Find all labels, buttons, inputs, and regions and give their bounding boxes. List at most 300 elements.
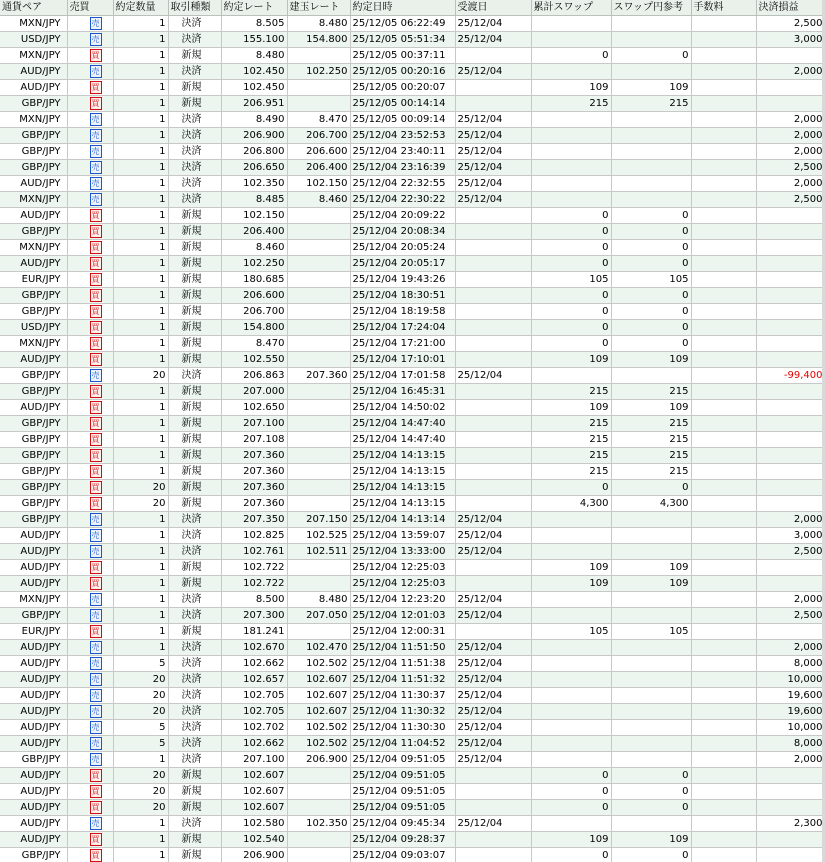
fee-cell [691,672,756,688]
execution-rate-cell: 206.400 [221,224,287,240]
trade-type-cell: 決済 [168,528,221,544]
side-cell [67,80,113,96]
quantity-cell: 5 [113,736,168,752]
quantity-cell: 1 [113,304,168,320]
column-header-trade-type[interactable]: 取引種類 [168,0,221,16]
execution-rate-cell: 102.670 [221,640,287,656]
table-row[interactable] [0,656,825,672]
execution-datetime-cell: 25/12/04 14:47:40 [350,432,455,448]
currency-pair-cell: AUD/JPY [0,640,67,656]
position-rate-cell [287,400,350,416]
table-row[interactable] [0,592,825,608]
table-row[interactable] [0,320,825,336]
side-cell [67,576,113,592]
swap-yen-cell: 215 [611,448,691,464]
position-rate-cell: 8.460 [287,192,350,208]
table-row[interactable] [0,704,825,720]
table-row[interactable] [0,400,825,416]
fee-cell [691,688,756,704]
swap-yen-cell: 215 [611,464,691,480]
table-row[interactable] [0,368,825,384]
cumulative-swap-cell [531,528,611,544]
position-rate-cell [287,768,350,784]
currency-pair-cell: GBP/JPY [0,288,67,304]
sell-badge: 売 [91,18,100,28]
side-cell [67,816,113,832]
table-row[interactable] [0,496,825,512]
execution-datetime-cell: 25/12/04 16:45:31 [350,384,455,400]
table-row[interactable] [0,432,825,448]
table-row[interactable] [0,48,825,64]
table-row[interactable] [0,752,825,768]
swap-yen-cell: 0 [611,208,691,224]
currency-pair-cell: AUD/JPY [0,720,67,736]
swap-yen-cell: 0 [611,256,691,272]
settlement-pnl-cell [756,256,825,272]
column-header-cumulative-swap[interactable]: 累計スワップ [531,0,611,16]
quantity-cell: 1 [113,128,168,144]
trade-type-cell: 新規 [168,800,221,816]
fee-cell [691,832,756,848]
position-rate-cell [287,480,350,496]
settlement-pnl-cell [756,96,825,112]
fee-cell [691,224,756,240]
fee-cell [691,320,756,336]
sell-badge: 売 [91,146,100,156]
settlement-date-cell: 25/12/04 [455,752,531,768]
settlement-date-cell: 25/12/04 [455,704,531,720]
table-row[interactable] [0,608,825,624]
table-row[interactable] [0,64,825,80]
column-header-execution-datetime[interactable]: 約定日時 [350,0,455,16]
table-row[interactable] [0,240,825,256]
table-row[interactable] [0,528,825,544]
table-row[interactable] [0,688,825,704]
settlement-date-cell [455,848,531,862]
quantity-cell: 1 [113,16,168,32]
buy-badge: 買 [91,578,100,588]
table-row[interactable] [0,80,825,96]
side-cell [67,848,113,862]
settlement-date-cell: 25/12/04 [455,656,531,672]
execution-rate-cell: 181.241 [221,624,287,640]
side-cell [67,704,113,720]
currency-pair-cell: AUD/JPY [0,560,67,576]
execution-datetime-cell: 25/12/04 23:52:53 [350,128,455,144]
table-row[interactable] [0,448,825,464]
side-cell [67,144,113,160]
table-row[interactable] [0,288,825,304]
table-row[interactable] [0,720,825,736]
execution-rate-cell: 206.700 [221,304,287,320]
side-cell [67,736,113,752]
position-rate-cell [287,448,350,464]
buy-badge: 買 [91,562,100,572]
position-rate-cell [287,80,350,96]
column-header-position-rate[interactable]: 建玉レート [287,0,350,16]
trade-type-cell: 新規 [168,96,221,112]
trade-type-cell: 決済 [168,544,221,560]
position-rate-cell: 102.607 [287,688,350,704]
quantity-cell: 1 [113,416,168,432]
table-row[interactable] [0,480,825,496]
buy-badge: 買 [91,322,100,332]
fee-cell [691,400,756,416]
sell-badge: 売 [91,114,100,124]
position-rate-cell [287,496,350,512]
position-rate-cell [287,96,350,112]
side-cell [67,688,113,704]
fee-cell [691,608,756,624]
table-row[interactable] [0,32,825,48]
quantity-cell: 20 [113,768,168,784]
side-cell [67,768,113,784]
table-row[interactable] [0,800,825,816]
trade-type-cell: 決済 [168,672,221,688]
side-cell [67,432,113,448]
side-cell [67,256,113,272]
quantity-cell: 1 [113,832,168,848]
execution-rate-cell: 207.360 [221,480,287,496]
cumulative-swap-cell: 109 [531,576,611,592]
cumulative-swap-cell: 0 [531,336,611,352]
side-cell [67,544,113,560]
swap-yen-cell: 0 [611,336,691,352]
fee-cell [691,352,756,368]
cumulative-swap-cell [531,544,611,560]
quantity-cell: 1 [113,528,168,544]
table-row[interactable] [0,352,825,368]
cumulative-swap-cell [531,368,611,384]
buy-badge: 買 [91,306,100,316]
table-row[interactable] [0,832,825,848]
side-cell [67,224,113,240]
quantity-cell: 1 [113,224,168,240]
execution-rate-cell: 207.360 [221,496,287,512]
table-row[interactable] [0,816,825,832]
settlement-pnl-cell: 3,000 [756,528,825,544]
settlement-date-cell: 25/12/04 [455,608,531,624]
quantity-cell: 1 [113,96,168,112]
trade-type-cell: 決済 [168,688,221,704]
execution-datetime-cell: 25/12/04 14:13:15 [350,496,455,512]
execution-rate-cell: 102.250 [221,256,287,272]
execution-rate-cell: 8.485 [221,192,287,208]
currency-pair-cell: AUD/JPY [0,576,67,592]
position-rate-cell [287,272,350,288]
cumulative-swap-cell [531,736,611,752]
table-row[interactable] [0,208,825,224]
table-row[interactable] [0,848,825,862]
settlement-pnl-cell: 10,000 [756,720,825,736]
quantity-cell: 1 [113,192,168,208]
quantity-cell: 1 [113,176,168,192]
settlement-pnl-cell: 2,000 [756,128,825,144]
table-row[interactable] [0,160,825,176]
settlement-pnl-cell [756,496,825,512]
execution-datetime-cell: 25/12/04 09:51:05 [350,752,455,768]
execution-datetime-cell: 25/12/04 09:51:05 [350,768,455,784]
currency-pair-cell: EUR/JPY [0,272,67,288]
fee-cell [691,368,756,384]
side-cell [67,656,113,672]
table-row[interactable] [0,112,825,128]
currency-pair-cell: USD/JPY [0,320,67,336]
settlement-pnl-cell [756,784,825,800]
quantity-cell: 1 [113,816,168,832]
execution-datetime-cell: 25/12/04 17:10:01 [350,352,455,368]
cumulative-swap-cell: 0 [531,800,611,816]
settlement-pnl-cell [756,768,825,784]
column-header-settlement-pnl[interactable]: 決済損益 [756,0,825,16]
buy-badge: 買 [91,50,100,60]
currency-pair-cell: AUD/JPY [0,400,67,416]
column-header-swap-yen-reference[interactable]: スワップ円参考 [611,0,691,16]
cumulative-swap-cell: 105 [531,624,611,640]
settlement-date-cell [455,336,531,352]
position-rate-cell: 102.502 [287,656,350,672]
table-row[interactable] [0,672,825,688]
trade-type-cell: 決済 [168,16,221,32]
execution-datetime-cell: 25/12/04 11:30:37 [350,688,455,704]
settlement-date-cell [455,208,531,224]
fee-cell [691,128,756,144]
execution-datetime-cell: 25/12/04 20:08:34 [350,224,455,240]
settlement-pnl-cell [756,272,825,288]
cumulative-swap-cell: 109 [531,560,611,576]
quantity-cell: 1 [113,384,168,400]
table-row[interactable] [0,176,825,192]
table-row[interactable] [0,544,825,560]
position-rate-cell [287,288,350,304]
sell-badge: 売 [91,546,100,556]
sell-badge: 売 [91,690,100,700]
fee-cell [691,768,756,784]
swap-yen-cell [611,672,691,688]
cumulative-swap-cell [531,704,611,720]
trade-type-cell: 新規 [168,80,221,96]
settlement-date-cell [455,560,531,576]
currency-pair-cell: GBP/JPY [0,416,67,432]
buy-badge: 買 [91,850,100,860]
trade-type-cell: 新規 [168,48,221,64]
fee-cell [691,80,756,96]
currency-pair-cell: AUD/JPY [0,784,67,800]
execution-datetime-cell: 25/12/04 14:13:15 [350,480,455,496]
cumulative-swap-cell: 0 [531,304,611,320]
trade-type-cell: 新規 [168,560,221,576]
settlement-pnl-cell: 2,500 [756,16,825,32]
table-row[interactable] [0,512,825,528]
swap-yen-cell [611,64,691,80]
execution-rate-cell: 102.540 [221,832,287,848]
execution-datetime-cell: 25/12/04 13:59:07 [350,528,455,544]
settlement-pnl-cell [756,80,825,96]
quantity-cell: 1 [113,320,168,336]
table-row[interactable] [0,304,825,320]
cumulative-swap-cell: 0 [531,480,611,496]
currency-pair-cell: GBP/JPY [0,144,67,160]
position-rate-cell [287,208,350,224]
execution-datetime-cell: 25/12/04 14:47:40 [350,416,455,432]
cumulative-swap-cell: 215 [531,384,611,400]
sell-badge: 売 [91,642,100,652]
execution-datetime-cell: 25/12/04 14:50:02 [350,400,455,416]
execution-rate-cell: 207.100 [221,416,287,432]
execution-datetime-cell: 25/12/04 22:32:55 [350,176,455,192]
buy-badge: 買 [91,338,100,348]
execution-datetime-cell: 25/12/05 05:51:34 [350,32,455,48]
column-header-fee[interactable]: 手数料 [691,0,756,16]
table-row[interactable] [0,128,825,144]
column-header-execution-rate[interactable]: 約定レート [221,0,287,16]
quantity-cell: 1 [113,400,168,416]
execution-datetime-cell: 25/12/05 00:37:11 [350,48,455,64]
fee-cell [691,208,756,224]
sell-badge: 売 [91,754,100,764]
buy-badge: 買 [91,258,100,268]
settlement-pnl-cell [756,448,825,464]
column-header-quantity[interactable]: 約定数量 [113,0,168,16]
side-cell [67,560,113,576]
fee-cell [691,704,756,720]
sell-badge: 売 [91,66,100,76]
execution-datetime-cell: 25/12/04 23:16:39 [350,160,455,176]
cumulative-swap-cell: 0 [531,288,611,304]
side-cell [67,448,113,464]
table-row[interactable] [0,464,825,480]
execution-rate-cell: 102.722 [221,560,287,576]
fee-cell [691,256,756,272]
fee-cell [691,848,756,862]
table-row[interactable] [0,624,825,640]
execution-rate-cell: 207.100 [221,752,287,768]
column-header-side[interactable]: 売買 [67,0,113,16]
quantity-cell: 5 [113,656,168,672]
execution-datetime-cell: 25/12/04 11:30:30 [350,720,455,736]
swap-yen-cell [611,368,691,384]
table-row[interactable] [0,336,825,352]
table-row[interactable] [0,576,825,592]
table-row[interactable] [0,384,825,400]
currency-pair-cell: AUD/JPY [0,528,67,544]
table-row[interactable] [0,784,825,800]
table-row[interactable] [0,224,825,240]
cumulative-swap-cell: 215 [531,416,611,432]
settlement-pnl-cell: 2,000 [756,640,825,656]
execution-datetime-cell: 25/12/04 20:05:24 [350,240,455,256]
swap-yen-cell: 0 [611,240,691,256]
table-row[interactable] [0,256,825,272]
table-row[interactable] [0,144,825,160]
table-row[interactable] [0,96,825,112]
side-cell [67,288,113,304]
swap-yen-cell [611,16,691,32]
currency-pair-cell: AUD/JPY [0,832,67,848]
sell-badge: 売 [91,594,100,604]
side-cell [67,720,113,736]
cumulative-swap-cell: 0 [531,224,611,240]
column-header-settlement-date[interactable]: 受渡日 [455,0,531,16]
currency-pair-cell: GBP/JPY [0,304,67,320]
table-row[interactable] [0,192,825,208]
trade-type-cell: 決済 [168,592,221,608]
execution-datetime-cell: 25/12/04 14:13:15 [350,448,455,464]
position-rate-cell: 207.050 [287,608,350,624]
settlement-pnl-cell: 2,500 [756,160,825,176]
table-row[interactable] [0,16,825,32]
fee-cell [691,32,756,48]
currency-pair-cell: GBP/JPY [0,752,67,768]
cumulative-swap-cell: 0 [531,208,611,224]
execution-rate-cell: 102.550 [221,352,287,368]
trade-type-cell: 新規 [168,848,221,862]
execution-rate-cell: 207.000 [221,384,287,400]
swap-yen-cell: 215 [611,384,691,400]
quantity-cell: 1 [113,352,168,368]
trade-type-cell: 決済 [168,512,221,528]
quantity-cell: 1 [113,144,168,160]
settlement-pnl-cell: 2,000 [756,112,825,128]
table-row[interactable] [0,736,825,752]
execution-datetime-cell: 25/12/04 12:01:03 [350,608,455,624]
settlement-date-cell: 25/12/04 [455,32,531,48]
execution-rate-cell: 207.108 [221,432,287,448]
settlement-date-cell [455,352,531,368]
table-row[interactable] [0,640,825,656]
fee-cell [691,464,756,480]
trade-type-cell: 新規 [168,832,221,848]
execution-rate-cell: 102.150 [221,208,287,224]
quantity-cell: 20 [113,800,168,816]
fee-cell [691,592,756,608]
swap-yen-cell: 0 [611,288,691,304]
currency-pair-cell: MXN/JPY [0,240,67,256]
buy-badge: 買 [91,834,100,844]
execution-rate-cell: 102.607 [221,800,287,816]
execution-datetime-cell: 25/12/04 17:21:00 [350,336,455,352]
trade-type-cell: 決済 [168,112,221,128]
table-row[interactable] [0,560,825,576]
table-row[interactable] [0,768,825,784]
trade-type-cell: 新規 [168,480,221,496]
settlement-date-cell: 25/12/04 [455,16,531,32]
side-cell [67,16,113,32]
buy-badge: 買 [91,98,100,108]
swap-yen-cell: 0 [611,480,691,496]
swap-yen-cell [611,128,691,144]
side-cell [67,208,113,224]
currency-pair-cell: AUD/JPY [0,80,67,96]
swap-yen-cell [611,592,691,608]
table-row[interactable] [0,272,825,288]
buy-badge: 買 [91,82,100,92]
table-row[interactable] [0,416,825,432]
fee-cell [691,480,756,496]
trade-type-cell: 決済 [168,192,221,208]
trade-type-cell: 新規 [168,496,221,512]
trade-type-cell: 新規 [168,320,221,336]
quantity-cell: 1 [113,512,168,528]
execution-datetime-cell: 25/12/04 19:43:26 [350,272,455,288]
quantity-cell: 1 [113,624,168,640]
settlement-date-cell [455,496,531,512]
currency-pair-cell: MXN/JPY [0,592,67,608]
cumulative-swap-cell: 215 [531,448,611,464]
quantity-cell: 1 [113,288,168,304]
trade-type-cell: 決済 [168,32,221,48]
column-header-currency-pair[interactable]: 通貨ペア [0,0,67,16]
